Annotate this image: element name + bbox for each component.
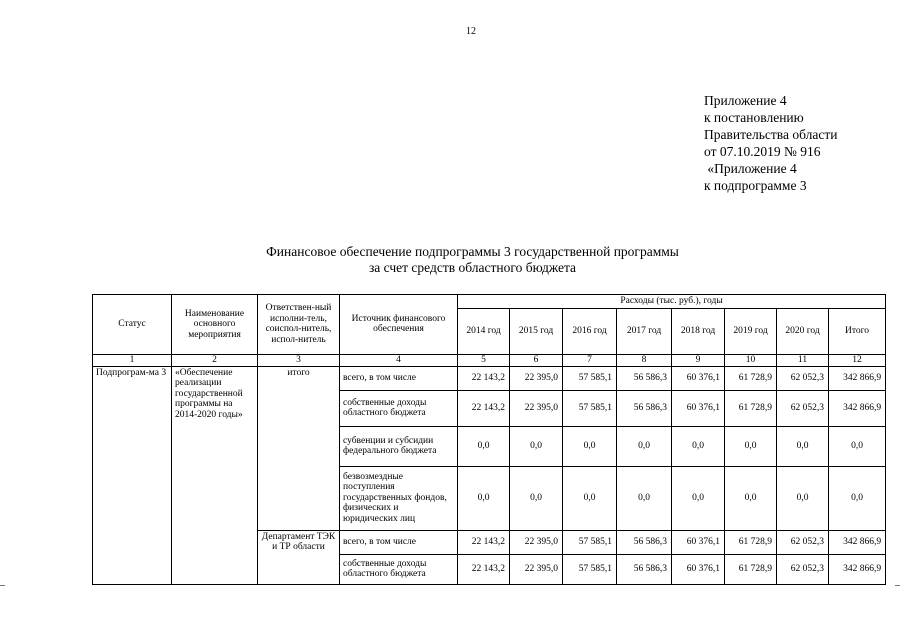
value-cell: 62 052,3 <box>777 390 829 426</box>
value-cell: 0,0 <box>725 466 777 530</box>
value-cell: 61 728,9 <box>725 530 777 554</box>
value-cell: 22 143,2 <box>458 366 510 390</box>
column-index: 11 <box>777 354 829 366</box>
value-cell: 61 728,9 <box>725 366 777 390</box>
financing-table <box>92 294 886 585</box>
appendix-line: «Приложение 4 <box>704 161 797 176</box>
value-cell: 60 376,1 <box>672 554 725 584</box>
column-index: 12 <box>829 354 886 366</box>
value-cell: 61 728,9 <box>725 390 777 426</box>
source-cell: субвенции и субсидии федерального бюджета <box>340 426 458 466</box>
value-cell: 56 586,3 <box>617 390 672 426</box>
appendix-line: к подпрограмме 3 <box>704 178 807 193</box>
header-status: Статус <box>93 295 172 355</box>
header-measure: Наименование основного мероприятия <box>172 295 258 355</box>
status-cell: Подпрограм-ма 3 <box>93 366 172 584</box>
header-year: 2016 год <box>563 308 617 354</box>
column-index: 5 <box>458 354 510 366</box>
column-index: 7 <box>563 354 617 366</box>
source-cell: безвозмездные поступления государственных фондов, физических и юридических лиц <box>340 466 458 530</box>
source-cell: всего, в том числе <box>340 366 458 390</box>
appendix-block <box>704 92 837 194</box>
value-cell: 56 586,3 <box>617 530 672 554</box>
value-cell: 0,0 <box>777 466 829 530</box>
appendix-line: к постановлению <box>704 110 804 125</box>
value-cell: 22 143,2 <box>458 390 510 426</box>
value-cell: 62 052,3 <box>777 554 829 584</box>
header-year: 2020 год <box>777 308 829 354</box>
header-year: 2018 год <box>672 308 725 354</box>
value-cell: 57 585,1 <box>563 390 617 426</box>
value-cell: 342 866,9 <box>829 530 886 554</box>
value-cell: 0,0 <box>672 426 725 466</box>
value-cell: 57 585,1 <box>563 554 617 584</box>
title-line-1: Финансовое обеспечение подпрограммы 3 государственной программы <box>266 244 679 259</box>
executor-cell: Департамент ТЭК и ТР области <box>258 530 340 584</box>
value-cell: 342 866,9 <box>829 390 886 426</box>
value-cell: 60 376,1 <box>672 390 725 426</box>
column-index: 8 <box>617 354 672 366</box>
value-cell: 0,0 <box>458 466 510 530</box>
value-cell: 0,0 <box>510 426 563 466</box>
header-expenses: Расходы (тыс. руб.), годы <box>458 295 886 309</box>
page-number: 12 <box>466 26 476 37</box>
column-index: 4 <box>340 354 458 366</box>
column-index: 6 <box>510 354 563 366</box>
column-index: 3 <box>258 354 340 366</box>
header-executor: Ответствен-ный исполни-тель, соиспол-нитель, испол-нитель <box>258 295 340 355</box>
value-cell: 0,0 <box>563 426 617 466</box>
value-cell: 0,0 <box>829 426 886 466</box>
source-cell: всего, в том числе <box>340 530 458 554</box>
table-row <box>93 366 886 390</box>
value-cell: 0,0 <box>617 466 672 530</box>
column-index: 9 <box>672 354 725 366</box>
value-cell: 60 376,1 <box>672 530 725 554</box>
value-cell: 56 586,3 <box>617 554 672 584</box>
value-cell: 0,0 <box>672 466 725 530</box>
appendix-line: от 07.10.2019 № 916 <box>704 144 821 159</box>
title-line-2: за счет средств областного бюджета <box>368 260 577 275</box>
value-cell: 22 395,0 <box>510 366 563 390</box>
value-cell: 342 866,9 <box>829 366 886 390</box>
measure-cell: «Обеспечение реализации государственной программы на 2014-2020 годы» <box>172 366 258 584</box>
column-index: 1 <box>93 354 172 366</box>
value-cell: 62 052,3 <box>777 530 829 554</box>
value-cell: 57 585,1 <box>563 530 617 554</box>
scan-mark <box>0 585 5 586</box>
value-cell: 22 395,0 <box>510 390 563 426</box>
value-cell: 0,0 <box>563 466 617 530</box>
executor-cell: итого <box>258 366 340 530</box>
header-year: 2015 год <box>510 308 563 354</box>
header-source: Источник финансового обеспечения <box>340 295 458 355</box>
header-total: Итого <box>829 308 886 354</box>
header-year: 2014 год <box>458 308 510 354</box>
value-cell: 0,0 <box>458 426 510 466</box>
value-cell: 60 376,1 <box>672 366 725 390</box>
value-cell: 22 395,0 <box>510 554 563 584</box>
header-year: 2019 год <box>725 308 777 354</box>
appendix-line: Правительства области <box>704 127 838 142</box>
value-cell: 22 143,2 <box>458 554 510 584</box>
value-cell: 22 143,2 <box>458 530 510 554</box>
source-cell: собственные доходы областного бюджета <box>340 554 458 584</box>
value-cell: 22 395,0 <box>510 530 563 554</box>
scan-mark <box>895 585 900 586</box>
value-cell: 57 585,1 <box>563 366 617 390</box>
column-index-row <box>93 354 886 366</box>
value-cell: 0,0 <box>510 466 563 530</box>
document-title <box>0 244 905 276</box>
value-cell: 56 586,3 <box>617 366 672 390</box>
appendix-line: Приложение 4 <box>704 93 787 108</box>
column-index: 2 <box>172 354 258 366</box>
header-year: 2017 год <box>617 308 672 354</box>
value-cell: 0,0 <box>725 426 777 466</box>
value-cell: 62 052,3 <box>777 366 829 390</box>
source-cell: собственные доходы областного бюджета <box>340 390 458 426</box>
column-index: 10 <box>725 354 777 366</box>
value-cell: 0,0 <box>829 466 886 530</box>
value-cell: 0,0 <box>777 426 829 466</box>
value-cell: 0,0 <box>617 426 672 466</box>
value-cell: 61 728,9 <box>725 554 777 584</box>
value-cell: 342 866,9 <box>829 554 886 584</box>
